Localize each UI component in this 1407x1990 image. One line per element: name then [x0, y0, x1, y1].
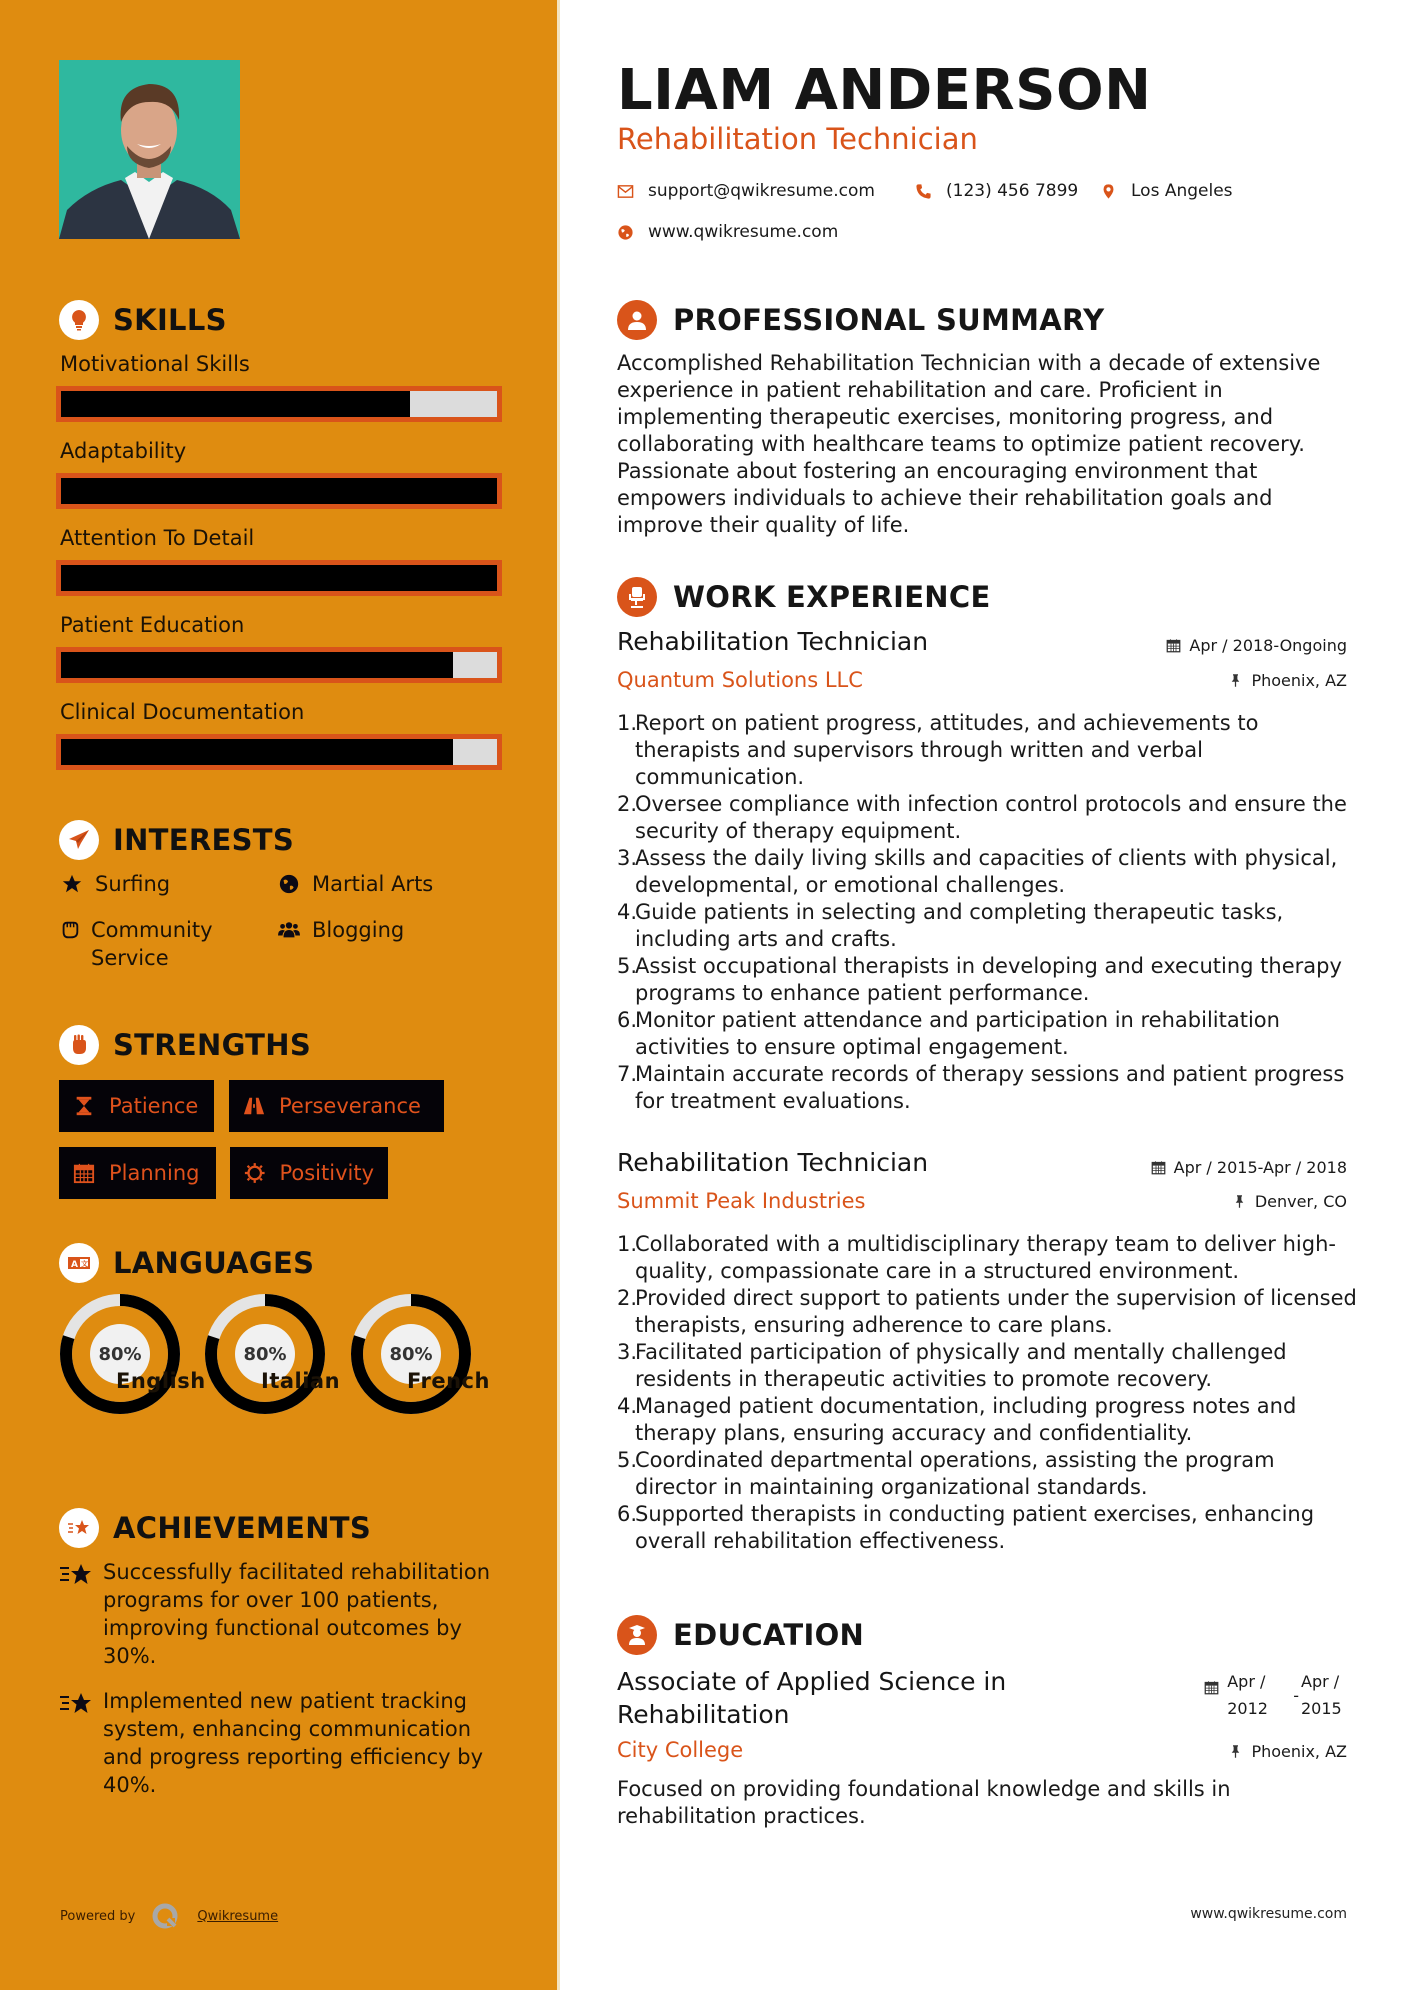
contact-location: Los Angeles [1100, 181, 1233, 201]
office-chair-icon [617, 577, 657, 617]
skill-label: Clinical Documentation [60, 700, 305, 724]
achievements-header: ACHIEVEMENTS [59, 1508, 371, 1548]
language-item-english: 80% English [59, 1293, 181, 1415]
list-item: 5. Assist occupational therapists in developing and executing therapy programs to enhance patient performance. [617, 954, 1342, 1005]
skill-bar-fill [61, 478, 497, 504]
job-dates: Apr / 2018-Ongoing [1166, 636, 1347, 655]
svg-text:文: 文 [81, 1260, 88, 1268]
list-item: 6. Supported therapists in conducting patient exercises, enhancing overall rehabilitation effectiveness. [617, 1502, 1315, 1553]
qwikresume-logo-icon [151, 1902, 179, 1930]
experience-header: WORK EXPERIENCE [617, 577, 991, 617]
languages-header: A 文 LANGUAGES [59, 1243, 314, 1283]
job-company: Summit Peak Industries [617, 1189, 866, 1213]
list-item: 3. Assess the daily living skills and capacities of clients with physical, developmental, or emotional challenges. [617, 846, 1338, 897]
list-item: 4. Guide patients in selecting and completing therapeutic tasks, including arts and crafts. [617, 900, 1284, 951]
lightbulb-icon [59, 300, 99, 340]
summary-text: Accomplished Rehabilitation Technician with a decade of extensive experience in patient rehabilitation and care. Proficient in implementing therapeutic exercises, monitoring progress, and collaborating with healthcare teams to optimize patient recovery. Passionate about fostering an encouraging environment that empowers individuals to achieve their rehabilitation goals and improve their quality of life. [617, 351, 1321, 537]
skill-label: Attention To Detail [60, 526, 255, 550]
education-location: Phoenix, AZ [1228, 1742, 1347, 1761]
language-donut: 80% [204, 1293, 326, 1415]
job-responsibilities [617, 1231, 1362, 1555]
strength-badge: Positivity [230, 1147, 388, 1199]
skill-bar-motivational [56, 386, 502, 422]
skill-bar-adaptability [56, 473, 502, 509]
user-icon [617, 300, 657, 340]
skill-label: Adaptability [60, 439, 187, 463]
language-item-italian: 80% Italian [204, 1293, 326, 1415]
raised-fist-icon [59, 1025, 99, 1065]
skill-bar-clinical-documentation [56, 734, 502, 770]
envelope-icon [617, 183, 634, 200]
achievement-item: Implemented new patient tracking system, enhancing communication and progress reporting efficiency by 40%. [59, 1687, 499, 1799]
powered-by: Powered by Qwikresume [60, 1902, 278, 1930]
main-column [560, 0, 1407, 1990]
job-location: Denver, CO [1232, 1192, 1347, 1211]
degree-title: Associate of Applied Science in Rehabilitation [617, 1667, 1007, 1729]
skill-bar-fill [61, 391, 410, 417]
language-item-french: 80% French [350, 1293, 472, 1415]
list-item: 2. Provided direct support to patients under the supervision of licensed therapists, ensuring adherence to care plans. [617, 1286, 1357, 1337]
road-icon [243, 1095, 265, 1117]
education-description: Focused on providing foundational knowledge and skills in rehabilitation practices. [617, 1777, 1231, 1828]
sidebar [0, 0, 557, 1990]
shooting-star-icon [59, 1687, 93, 1721]
paper-plane-icon [59, 820, 99, 860]
shooting-star-icon [59, 1558, 93, 1592]
education-header: EDUCATION [617, 1615, 864, 1655]
list-item: 2. Oversee compliance with infection control protocols and ensure the security of therapy equipment. [617, 792, 1347, 843]
strength-badge: Perseverance [229, 1080, 444, 1132]
calendar-icon [1204, 1680, 1219, 1695]
job-location: Phoenix, AZ [1228, 671, 1347, 690]
language-donut: 80% [350, 1293, 472, 1415]
list-item: 6. Monitor patient attendance and participation in rehabilitation activities to ensure optimal engagement. [617, 1008, 1280, 1059]
calendar-icon [1151, 1160, 1166, 1175]
interest-item: Blogging [276, 916, 404, 944]
profile-photo [59, 60, 240, 239]
pushpin-icon [1228, 1744, 1243, 1759]
list-item: 7. Maintain accurate records of therapy sessions and patient progress for treatment evaluations. [617, 1062, 1345, 1113]
hand-fist-icon [59, 916, 81, 941]
calendar-icon [73, 1162, 95, 1184]
list-item: 3. Facilitated participation of physically and mentally challenged residents in therapeutic activities to promote recovery. [617, 1340, 1287, 1391]
language-icon [59, 1243, 99, 1283]
shooting-star-icon [59, 1508, 99, 1548]
skill-label: Motivational Skills [60, 352, 250, 376]
list-item: 4. Managed patient documentation, including progress notes and therapy plans, ensuring accuracy and confidentiality. [617, 1394, 1297, 1445]
contact-website: www.qwikresume.com [617, 222, 838, 242]
job-responsibilities [617, 710, 1362, 1115]
strengths-header: STRENGTHS [59, 1025, 311, 1065]
globe-icon [617, 224, 634, 241]
phone-icon [915, 183, 932, 200]
interest-item: Community Service [59, 916, 259, 972]
list-item: 5. Coordinated departmental operations, assisting the program director in maintaining organizational standards. [617, 1448, 1275, 1499]
list-item: 1. Report on patient progress, attitudes, and achievements to therapists and supervisors through written and verbal communication. [617, 711, 1259, 789]
skill-label: Patient Education [60, 613, 245, 637]
job-title: Rehabilitation Technician [617, 1148, 929, 1177]
strength-badge: Planning [59, 1147, 216, 1199]
job-title: Rehabilitation Technician [617, 627, 929, 656]
interests-header: INTERESTS [59, 820, 294, 860]
candidate-role: Rehabilitation Technician [617, 122, 978, 156]
skill-bar-fill [61, 652, 453, 678]
candidate-name: LIAM ANDERSON [617, 58, 1152, 123]
skill-bar-patient-education [56, 647, 502, 683]
skill-bar-fill [61, 565, 497, 591]
skills-header: SKILLS [59, 300, 227, 340]
job-dates: Apr / 2015-Apr / 2018 [1151, 1158, 1347, 1177]
graduate-icon [617, 1615, 657, 1655]
hourglass-icon [73, 1095, 95, 1117]
pushpin-icon [1228, 673, 1243, 688]
users-icon [276, 916, 302, 941]
contact-phone: (123) 456 7899 [915, 181, 1078, 201]
globe-icon [276, 870, 302, 895]
strength-badge: Patience [59, 1080, 214, 1132]
avatar [59, 60, 240, 239]
school-name: City College [617, 1738, 744, 1762]
svg-text:A: A [71, 1260, 78, 1270]
skill-bar-attention [56, 560, 502, 596]
job-company: Quantum Solutions LLC [617, 668, 863, 692]
contact-email: support@qwikresume.com [617, 181, 875, 201]
pushpin-icon [1232, 1194, 1247, 1209]
interest-item: Martial Arts [276, 870, 433, 898]
education-dates: Apr / 2012 - Apr / 2015 [1204, 1668, 1347, 1722]
list-item: 1. Collaborated with a multidisciplinary therapy team to deliver high-quality, compassionate care in a structured environment. [617, 1232, 1336, 1283]
calendar-icon [1166, 638, 1181, 653]
qwikresume-link[interactable]: Qwikresume [197, 1908, 279, 1924]
achievement-item: Successfully facilitated rehabilitation programs for over 100 patients, improving functional outcomes by 30%. [59, 1558, 499, 1670]
map-pin-icon [1100, 183, 1117, 200]
star-icon [59, 870, 85, 895]
sun-icon [244, 1162, 265, 1184]
skill-bar-fill [61, 739, 453, 765]
summary-header: PROFESSIONAL SUMMARY [617, 300, 1104, 340]
language-donut: 80% [59, 1293, 181, 1415]
footer-url[interactable]: www.qwikresume.com [1190, 1906, 1347, 1922]
interest-item: Surfing [59, 870, 170, 898]
